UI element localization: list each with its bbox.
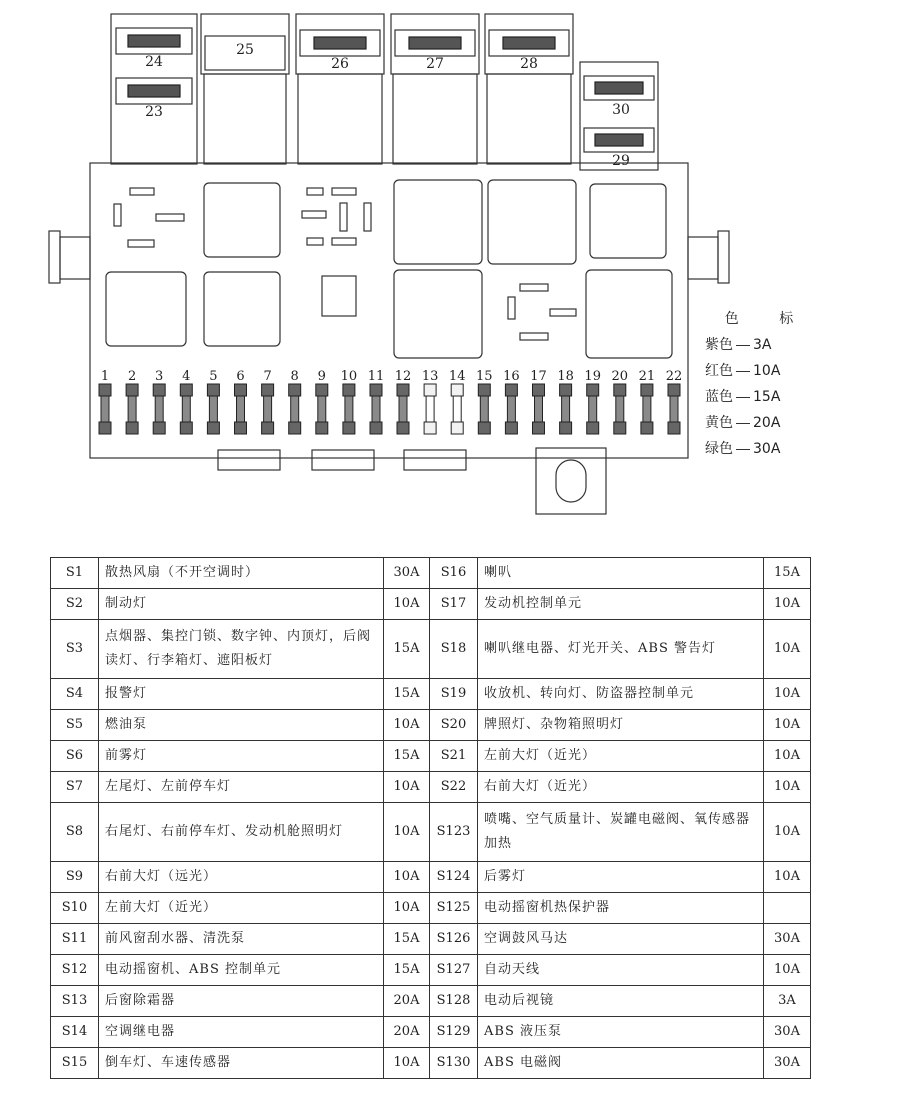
legend-item bbox=[705, 384, 815, 410]
fuse-number-label: 11 bbox=[367, 369, 385, 384]
fuse-description-cell: 牌照灯、杂物箱照明灯 bbox=[478, 710, 764, 741]
fuse-id-cell: S19 bbox=[430, 679, 478, 710]
fuse-description-cell: 喇叭继电器、灯光开关、ABS 警告灯 bbox=[478, 620, 764, 679]
fuse-number-label: 22 bbox=[665, 369, 683, 384]
legend-dash bbox=[736, 371, 750, 372]
fuse-amperage-cell: 15A bbox=[384, 741, 430, 772]
fuse-amperage-cell: 15A bbox=[384, 955, 430, 986]
legend-color-name: 紫色 bbox=[705, 337, 733, 353]
fuse-description-cell: 右尾灯、右前停车灯、发动机舱照明灯 bbox=[99, 803, 384, 862]
relay-25 bbox=[201, 14, 289, 164]
fuse-amperage-cell bbox=[764, 893, 811, 924]
fuse-description-cell: 右前大灯（远光） bbox=[99, 862, 384, 893]
fuse-id-cell: S126 bbox=[430, 924, 478, 955]
table-row bbox=[51, 955, 811, 986]
fuse-id-cell: S4 bbox=[51, 679, 99, 710]
fuse-description-cell: 收放机、转向灯、防盗器控制单元 bbox=[478, 679, 764, 710]
legend-item bbox=[705, 410, 815, 436]
fuse-slot-21 bbox=[641, 384, 653, 434]
fuse-number-label: 4 bbox=[182, 369, 191, 384]
relay-label-27: 27 bbox=[426, 56, 444, 72]
fuse-number-label: 2 bbox=[127, 369, 137, 384]
relay-label-23: 23 bbox=[145, 104, 163, 120]
fuse-slot-18 bbox=[560, 384, 572, 434]
blade-fuse-27 bbox=[409, 37, 461, 49]
fuse-assignment-table bbox=[50, 557, 811, 1079]
fuse-amperage-cell: 10A bbox=[764, 679, 811, 710]
fuse-slot-14 bbox=[451, 384, 463, 434]
table-row bbox=[51, 679, 811, 710]
fuse-description-cell: 自动天线 bbox=[478, 955, 764, 986]
table-row bbox=[51, 772, 811, 803]
fuse-amperage-cell: 15A bbox=[384, 924, 430, 955]
table-row bbox=[51, 986, 811, 1017]
fuse-amperage-cell: 10A bbox=[384, 1048, 430, 1079]
fuse-id-cell: S17 bbox=[430, 589, 478, 620]
relay-label-28: 28 bbox=[520, 56, 538, 72]
legend-dash bbox=[736, 345, 750, 346]
fuse-number-label: 21 bbox=[638, 369, 656, 384]
table-row bbox=[51, 1017, 811, 1048]
table-row bbox=[51, 741, 811, 772]
relay-label-24: 24 bbox=[145, 54, 163, 70]
fuse-description-cell: 前雾灯 bbox=[99, 741, 384, 772]
fuse-description-cell: 空调鼓风马达 bbox=[478, 924, 764, 955]
fuse-id-cell: S1 bbox=[51, 558, 99, 589]
left-mount-tab bbox=[49, 231, 90, 283]
fuse-number-label: 18 bbox=[557, 369, 574, 384]
legend-item bbox=[705, 358, 815, 384]
fuse-description-cell: 燃油泵 bbox=[99, 710, 384, 741]
table-row bbox=[51, 803, 811, 862]
fuse-amperage-cell: 15A bbox=[384, 679, 430, 710]
fuse-id-cell: S129 bbox=[430, 1017, 478, 1048]
fuse-amperage-cell: 10A bbox=[384, 862, 430, 893]
fuse-description-cell: 后窗除霜器 bbox=[99, 986, 384, 1017]
fuse-slot-7 bbox=[262, 384, 274, 434]
fuse-number-label: 10 bbox=[340, 369, 358, 384]
fuse-amperage-cell: 10A bbox=[764, 589, 811, 620]
fuse-amperage-cell: 30A bbox=[384, 558, 430, 589]
fuse-number-label: 20 bbox=[611, 369, 629, 384]
blade-fuse-30 bbox=[595, 82, 643, 94]
relay-label-26: 26 bbox=[331, 56, 349, 72]
legend-title: 色 标 bbox=[724, 311, 812, 327]
fuse-amperage-cell: 10A bbox=[764, 710, 811, 741]
fuse-id-cell: S8 bbox=[51, 803, 99, 862]
fuse-slot-3 bbox=[153, 384, 165, 434]
relay-sockets bbox=[106, 180, 672, 358]
legend-dash bbox=[736, 397, 750, 398]
fuse-slot-17 bbox=[533, 384, 545, 434]
fuse-number-label: 16 bbox=[503, 369, 520, 384]
fuse-amperage-cell: 10A bbox=[764, 862, 811, 893]
fuse-slot-2 bbox=[126, 384, 138, 434]
fuse-amperage-cell: 10A bbox=[764, 803, 811, 862]
table-row bbox=[51, 893, 811, 924]
legend-color-name: 绿色 bbox=[705, 441, 733, 457]
fuse-description-cell: 右前大灯（近光） bbox=[478, 772, 764, 803]
fuse-description-cell: 电动摇窗机、ABS 控制单元 bbox=[99, 955, 384, 986]
color-legend bbox=[705, 308, 815, 462]
fuse-amperage-cell: 20A bbox=[384, 986, 430, 1017]
fuse-id-cell: S18 bbox=[430, 620, 478, 679]
table-row bbox=[51, 710, 811, 741]
legend-color-name: 黄色 bbox=[705, 415, 733, 431]
fuse-description-cell: 倒车灯、车速传感器 bbox=[99, 1048, 384, 1079]
fuse-number-label: 7 bbox=[263, 369, 272, 384]
fuse-description-cell: 左尾灯、左前停车灯 bbox=[99, 772, 384, 803]
fuse-id-cell: S5 bbox=[51, 710, 99, 741]
blade-fuse-23 bbox=[128, 85, 180, 97]
legend-amps: 15A bbox=[753, 389, 781, 405]
fuse-description-cell: 后雾灯 bbox=[478, 862, 764, 893]
fuse-description-cell: 左前大灯（近光） bbox=[99, 893, 384, 924]
fuse-id-cell: S130 bbox=[430, 1048, 478, 1079]
fuse-description-cell: 空调继电器 bbox=[99, 1017, 384, 1048]
fuse-amperage-cell: 3A bbox=[764, 986, 811, 1017]
fuse-number-label: 14 bbox=[448, 369, 466, 384]
fuse-slot-1 bbox=[99, 384, 111, 434]
fuse-number-label: 1 bbox=[100, 369, 110, 384]
fuse-amperage-cell: 10A bbox=[764, 772, 811, 803]
fuse-id-cell: S124 bbox=[430, 862, 478, 893]
fuse-number-label: 19 bbox=[584, 369, 601, 384]
right-mount-tab bbox=[688, 231, 729, 283]
fuse-number-label: 6 bbox=[236, 369, 245, 384]
legend-amps: 20A bbox=[753, 415, 781, 431]
fuse-description-cell: 左前大灯（近光） bbox=[478, 741, 764, 772]
fuse-number-label: 5 bbox=[209, 369, 218, 384]
fuse-amperage-cell: 10A bbox=[384, 803, 430, 862]
blade-fuse-26 bbox=[314, 37, 366, 49]
legend-color-name: 蓝色 bbox=[705, 389, 733, 405]
table-row bbox=[51, 924, 811, 955]
legend-color-name: 红色 bbox=[705, 363, 733, 379]
fuse-number-label: 3 bbox=[155, 369, 164, 384]
fuse-slot-20 bbox=[614, 384, 626, 434]
blade-fuse-28 bbox=[503, 37, 555, 49]
fuse-slot-19 bbox=[587, 384, 599, 434]
fuse-box-body bbox=[90, 163, 688, 458]
fuse-amperage-cell: 20A bbox=[384, 1017, 430, 1048]
fuse-description-cell: 制动灯 bbox=[99, 589, 384, 620]
table-row bbox=[51, 862, 811, 893]
fuse-number-label: 9 bbox=[317, 369, 326, 384]
fuse-slot-11 bbox=[370, 384, 382, 434]
fuse-slot-4 bbox=[180, 384, 192, 434]
fuse-slot-22 bbox=[668, 384, 680, 434]
table-row bbox=[51, 1048, 811, 1079]
fuse-description-cell: ABS 电磁阀 bbox=[478, 1048, 764, 1079]
legend-dash bbox=[736, 423, 750, 424]
fuse-id-cell: S15 bbox=[51, 1048, 99, 1079]
fuse-amperage-cell: 30A bbox=[764, 924, 811, 955]
fuse-slot-8 bbox=[289, 384, 301, 434]
fuse-amperage-cell: 10A bbox=[764, 741, 811, 772]
relay-label-25: 25 bbox=[236, 42, 254, 58]
fuse-slot-13 bbox=[424, 384, 436, 434]
fuse-description-cell: 发动机控制单元 bbox=[478, 589, 764, 620]
fuse-amperage-cell: 10A bbox=[384, 893, 430, 924]
fuse-id-cell: S6 bbox=[51, 741, 99, 772]
fuse-id-cell: S7 bbox=[51, 772, 99, 803]
fuse-number-label: 8 bbox=[290, 369, 299, 384]
blade-fuse-29 bbox=[595, 134, 643, 146]
fuse-slot-12 bbox=[397, 384, 409, 434]
legend-amps: 30A bbox=[753, 441, 781, 457]
fuse-description-cell: 点烟器、集控门锁、数字钟、内顶灯，后阀读灯、行李箱灯、遮阳板灯 bbox=[99, 620, 384, 679]
fuse-id-cell: S20 bbox=[430, 710, 478, 741]
fuse-slot-10 bbox=[343, 384, 355, 434]
fuse-id-cell: S13 bbox=[51, 986, 99, 1017]
legend-amps: 10A bbox=[753, 363, 781, 379]
fuse-id-cell: S125 bbox=[430, 893, 478, 924]
fuse-amperage-cell: 15A bbox=[384, 620, 430, 679]
fuse-amperage-cell: 15A bbox=[764, 558, 811, 589]
table-row bbox=[51, 620, 811, 679]
fuse-description-cell: 电动摇窗机热保护器 bbox=[478, 893, 764, 924]
fuse-number-label: 12 bbox=[394, 369, 412, 384]
fuse-slot-15 bbox=[478, 384, 490, 434]
fuse-amperage-cell: 10A bbox=[384, 772, 430, 803]
legend-dash bbox=[736, 449, 750, 450]
fuse-id-cell: S12 bbox=[51, 955, 99, 986]
fuse-id-cell: S2 bbox=[51, 589, 99, 620]
legend-item bbox=[705, 436, 815, 462]
fuse-amperage-cell: 10A bbox=[384, 710, 430, 741]
fuse-description-cell: 前风窗刮水器、清洗泵 bbox=[99, 924, 384, 955]
fuse-id-cell: S10 bbox=[51, 893, 99, 924]
fuse-id-cell: S16 bbox=[430, 558, 478, 589]
fuse-id-cell: S123 bbox=[430, 803, 478, 862]
fuse-description-cell: 喇叭 bbox=[478, 558, 764, 589]
fuse-slot-6 bbox=[235, 384, 247, 434]
fuse-amperage-cell: 30A bbox=[764, 1048, 811, 1079]
fuse-amperage-cell: 10A bbox=[384, 589, 430, 620]
fuse-id-cell: S22 bbox=[430, 772, 478, 803]
fuse-id-cell: S3 bbox=[51, 620, 99, 679]
fuse-number-label: 13 bbox=[421, 369, 439, 384]
fuse-slot-9 bbox=[316, 384, 328, 434]
fuse-amperage-cell: 10A bbox=[764, 955, 811, 986]
table-row bbox=[51, 589, 811, 620]
relay-label-30: 30 bbox=[612, 102, 630, 118]
fuse-amperage-cell: 30A bbox=[764, 1017, 811, 1048]
legend-item bbox=[705, 332, 815, 358]
fuse-description-cell: 报警灯 bbox=[99, 679, 384, 710]
fuse-description-cell: 散热风扇（不开空调时） bbox=[99, 558, 384, 589]
blade-fuse-24 bbox=[128, 35, 180, 47]
fuse-description-cell: 喷嘴、空气质量计、炭罐电磁阀、氧传感器加热 bbox=[478, 803, 764, 862]
fuse-slot-16 bbox=[505, 384, 517, 434]
fuse-description-cell: 电动后视镜 bbox=[478, 986, 764, 1017]
fuse-number-label: 15 bbox=[476, 369, 493, 384]
fuse-id-cell: S9 bbox=[51, 862, 99, 893]
relay-label-29: 29 bbox=[612, 153, 630, 169]
fuse-id-cell: S14 bbox=[51, 1017, 99, 1048]
fuse-description-cell: ABS 液压泵 bbox=[478, 1017, 764, 1048]
fuse-id-cell: S127 bbox=[430, 955, 478, 986]
fuse-id-cell: S21 bbox=[430, 741, 478, 772]
fuse-amperage-cell: 10A bbox=[764, 620, 811, 679]
fuse-id-cell: S128 bbox=[430, 986, 478, 1017]
fuse-number-label: 17 bbox=[530, 369, 547, 384]
fuse-slot-5 bbox=[207, 384, 219, 434]
table-row bbox=[51, 558, 811, 589]
fuse-id-cell: S11 bbox=[51, 924, 99, 955]
legend-amps: 3A bbox=[753, 337, 772, 353]
